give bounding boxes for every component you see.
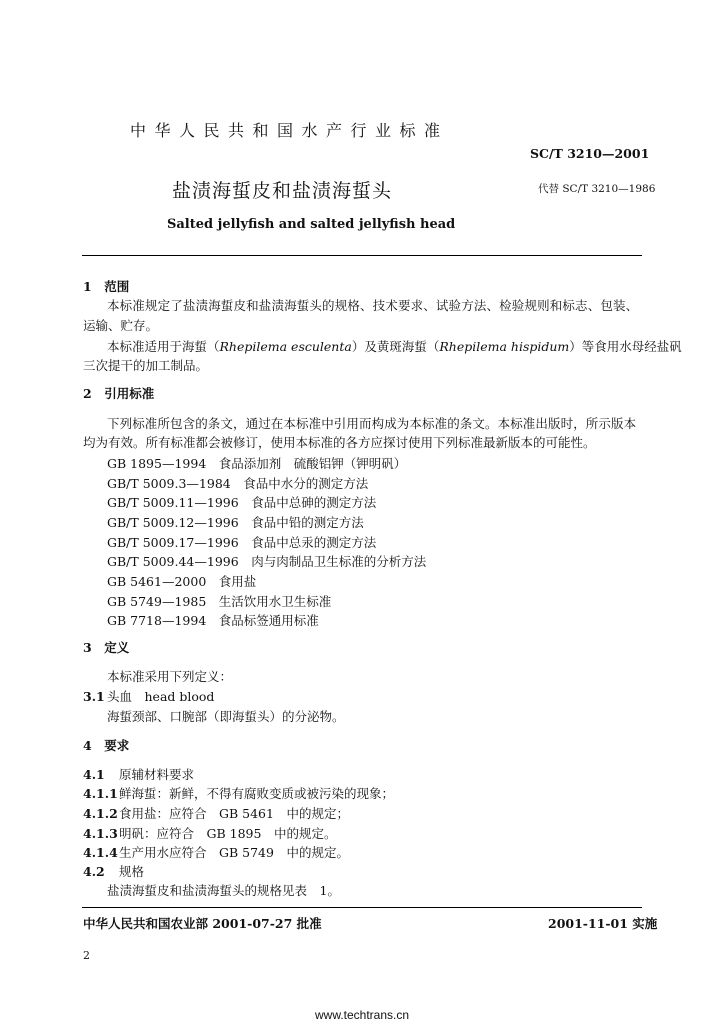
s2-paragraph-1b: 均为有效。所有标准都会被修订，使用本标准的各方应探讨使用下列标准最新版本的可能性。 [83,435,596,450]
term-number: 3.1 [83,689,105,704]
reference-item: GB/T 5009.11—1996 食品中总砷的测定方法 [107,495,377,510]
clause-text: 规格 [119,864,145,879]
clause-number: 4.1.1 [83,786,118,801]
s3-term-definition: 海蜇颈部、口腕部（即海蜇头）的分泌物。 [107,709,345,724]
requirement-item [83,864,144,880]
s1-p2-mid: ）及黄斑海蜇（ [351,339,440,354]
clause-number: 4.1.4 [83,845,118,860]
reference-item: GB/T 5009.17—1996 食品中总汞的测定方法 [107,535,377,550]
s1-paragraph-1a: 本标准规定了盐渍海蜇皮和盐渍海蜇头的规格、技术要求、试验方法、检验规则和标志、包装、 [107,298,639,313]
replaces-note: 代替 SC/T 3210—1986 [538,183,656,195]
sci-name-esculenta: Rhepilema esculenta [219,339,352,354]
section-1-heading: 1 范围 [83,279,130,294]
requirement-item [83,786,394,802]
clause-text: 食用盐：应符合 GB 5461 中的规定； [119,806,349,821]
requirement-item [83,767,194,783]
clause-number: 4.1.2 [83,806,118,821]
spec-line: 盐渍海蜇皮和盐渍海蜇头的规格见表 1。 [107,883,340,898]
page-number: 2 [83,949,90,962]
reference-item: GB 1895—1994 食品添加剂 硫酸铝钾（钾明矾） [107,456,407,471]
website-link[interactable]: www.techtrans.cn [315,1008,410,1022]
s2-paragraph-1a: 下列标准所包含的条文，通过在本标准中引用而构成为本标准的条文。本标准出版时，所示版本 [107,416,637,431]
header-divider [82,255,642,256]
requirement-item [83,845,349,861]
clause-number: 4.1 [83,767,105,782]
standard-org-title: 中华人民共和国水产行业标准 [130,121,449,140]
s1-paragraph-1b: 运输、贮存。 [83,318,159,333]
section-4-heading: 4 要求 [83,738,130,753]
reference-item: GB/T 5009.44—1996 肉与肉制品卫生标准的分析方法 [107,554,427,569]
clause-text: 明矾：应符合 GB 1895 中的规定。 [119,826,337,841]
clause-number: 4.2 [83,864,105,879]
s3-intro: 本标准采用下列定义： [107,669,233,684]
clause-text: 生产用水应符合 GB 5749 中的规定。 [119,845,349,860]
sci-name-hispidum: Rhepilema hispidum [439,339,570,354]
s3-term [83,689,214,705]
title-en: Salted jellyfish and salted jellyfish head [167,217,456,232]
reference-item: GB 5461—2000 食用盐 [107,574,257,589]
reference-item: GB 7718—1994 食品标签通用标准 [107,613,319,628]
section-2-heading: 2 引用标准 [83,386,155,401]
reference-item: GB/T 5009.3—1984 食品中水分的测定方法 [107,476,369,491]
clause-number: 4.1.3 [83,826,118,841]
clause-text: 原辅材料要求 [119,767,195,782]
s1-p2-pre: 本标准适用于海蜇（ [107,339,220,354]
title-cn: 盐渍海蜇皮和盐渍海蜇头 [172,180,393,202]
requirement-item [83,806,349,822]
section-3-heading: 3 定义 [83,640,130,655]
effective-date: 2001-11-01 实施 [548,916,658,931]
clause-text: 鲜海蜇：新鲜，不得有腐败变质或被污染的现象； [119,786,395,801]
s1-paragraph-2b: 三次提干的加工制品。 [83,358,209,373]
reference-item: GB 5749—1985 生活饮用水卫生标准 [107,594,332,609]
reference-item: GB/T 5009.12—1996 食品中铅的测定方法 [107,515,364,530]
approval-note: 中华人民共和国农业部 2001-07-27 批准 [83,916,322,931]
term-label: 头血 head blood [107,689,215,704]
requirement-item [83,826,336,842]
standard-code: SC/T 3210—2001 [530,146,650,161]
s1-paragraph-2a [107,339,682,355]
footer-divider [82,907,642,908]
s1-p2-post: ）等食用水母经盐矾 [569,339,682,354]
